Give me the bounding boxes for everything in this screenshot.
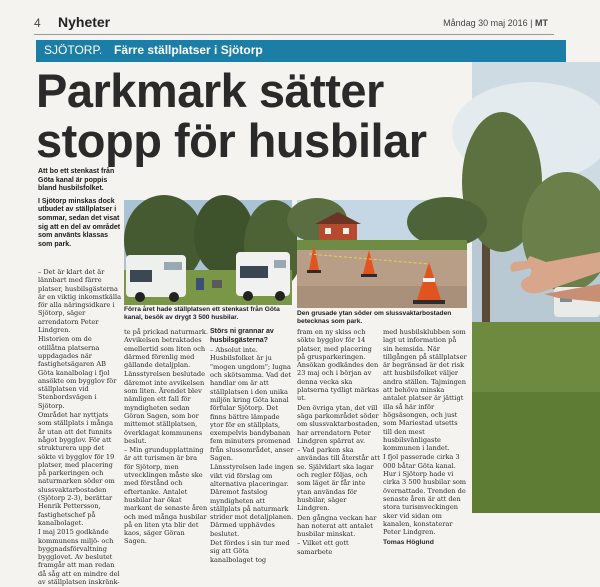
kicker-place: SJÖTORP.	[44, 43, 103, 57]
body-paragraph: I fjol passerade cirka 3 000 båtar Göta kanal. Hur i Sjötorp hade vi cirka 3 500 husbilar som övernattade. Trenden de senaste åren är att den stora turismveckingen sker vid sidan om kanalen, konstaterar Peter Lindgren.	[383, 453, 467, 537]
photo-motorhomes	[124, 200, 292, 305]
paper-name: MT	[535, 18, 548, 28]
lead-paragraph: I Sjötorp minskas dock utbudet av ställplatser i sommar, sedan det visat sig att en del av området som använts klassas som park.	[38, 197, 121, 248]
dateline: Måndag 30 maj 2016 | MT	[443, 18, 548, 28]
body-paragraph: – Min grundupplattning är att turismen är bra för Sjötorp, men utvecklingen måste ske med förstånd och eftertanke. Antalet husbilar har ökat markant de senaste åren och med många husbilar på en liten yta blir det kaos, säger Göran Sagen.	[124, 446, 208, 546]
body-column-3	[210, 328, 294, 565]
body-column-2	[124, 328, 208, 547]
body-paragraph: te på prickad naturmark. Avvikelsen betraktades emellertid som liten och därmed förenlig med gällande detaljplan.	[124, 328, 208, 370]
body-column-4	[297, 328, 381, 557]
photo-caption: Den grusade ytan söder om slussvaktarbostaden betecknas som park.	[297, 310, 452, 325]
body-column-5	[383, 328, 467, 547]
body-column-1	[38, 268, 121, 587]
body-paragraph: Den övriga ytan, det vill säga parkområdet söder om slussvaktarbostaden, har arrendatorn Peter Lindgren spärrat av.	[297, 403, 380, 445]
body-paragraph: Historien om de otillåtna platserna uppdagades när fastighetsägaren AB Göta kanalbolag i fjol ansökte om bygglov för ställplatsen vid Stenbordsvägen i Sjötorp.	[38, 335, 117, 410]
kicker-band	[36, 40, 566, 62]
photo-traffic-cones	[297, 200, 467, 308]
subheading: Störs ni grannar av husbilsgästerna?	[210, 328, 274, 344]
kicker-topic: Färre ställplatser i Sjötorp	[114, 43, 263, 57]
lead-paragraph: Att bo ett stenkast från Göta kanal är poppis bland husbilsfolket.	[38, 168, 115, 193]
photo-caption: Förra året hade ställplatsen ett stenkast från Göta kanal, besök av drygt 3 500 husbilar.	[124, 306, 280, 321]
body-paragraph: Länsstyrelsen lade ingen vikt vid förslag om alternativa placeringar. Däremot fastslog myndigheten att ställplats på naturmark strider mot detaljplanen. Därmed upphävdes beslutet.	[210, 463, 294, 538]
body-paragraph: Området har nyttjats som ställplats i många år utan att det funnits något bygglov. För att strukturera upp det sökte vi bygglov för 19 platser, med placering på parkeringen och naturmarken söder om slussvaktarbostaden (Sjötorp 2-3), berättar Henrik Pettersson, fastighetschef på kanalbolaget.	[38, 411, 115, 527]
body-paragraph: – Vad parken ska användas till återstår att se. Självklart ska lagar och regler följas, och som läget är får inte ytan användas för husbilar, säger Lindgren.	[297, 446, 380, 513]
page-number: 4	[34, 16, 41, 30]
lead-text	[38, 168, 121, 253]
photo-hand-pointing	[472, 62, 600, 513]
body-paragraph: med husbilsklubben som lagt ut information på sin hemsida. När tillgången på ställplatser är begränsad är det risk att husbilsfolket väljer andra ställen. Tajmingen att behöva minska antalet platser är jättigt illa så här inför högsäsongen, och just som Mariestad utsetts till den mest husbilsvänligaste kommunen i landet.	[383, 328, 467, 453]
body-paragraph: – Det är klart det är lännbart med färre platser, husbilsgästerna är en viktig inkomstkälla för alla näringsidkare i Sjötorp, säger arrendatorn Peter Lindgren.	[38, 268, 122, 335]
body-paragraph: Länsstyrelsen beslutade däremot inte avvikelsen som liten. Ärendet blev nämligen ett fall för myndigheten sedan Göran Sagen, som bor mittemot ställplatsen, överklagat kommunens beslut.	[124, 370, 206, 445]
body-paragraph: – Absolut inte. Husbilsfolket är ju "mogen ungdom"; lugna och skötsamma. Vad det handlar om är att ställplatsen i den unika miljön kring Göta kanal förfular Sjötorp. Det finns bättre lämpade ytor för en ställplats, exempelvis bandybanan fem minuters promenad från slussområdet, anser Sagen.	[210, 346, 294, 463]
body-paragraph: Den gångna veckan har han noterat att antalet husbilar minskat.	[297, 513, 377, 539]
page-header	[34, 12, 554, 34]
headline: Parkmark sätter stopp för husbilar	[36, 64, 427, 167]
date: Måndag 30 maj 2016	[443, 18, 528, 28]
header-rule	[34, 34, 554, 35]
byline: Tomas Höglund	[383, 539, 434, 547]
section-title: Nyheter	[58, 14, 111, 30]
body-paragraph: – Vilket ett gott samarbete	[297, 539, 349, 556]
body-paragraph: I maj 2015 godkände kommunens miljö- och byggnadsförvaltning bygglovet. Av beslutet framgår att man redan då såg att en mindre del av ställplatsen inskränk-	[38, 528, 120, 586]
body-paragraph: Det fördes i sin tur med sig att Göta kanalbolaget tog	[210, 539, 290, 564]
body-paragraph: fram en ny skiss och sökte bygglov för 14 platser, med placering på grusparkeringen. Ansökan godkändes den 23 maj och i början av denna vecka ska platserna tydligt märkas ut.	[297, 328, 380, 403]
